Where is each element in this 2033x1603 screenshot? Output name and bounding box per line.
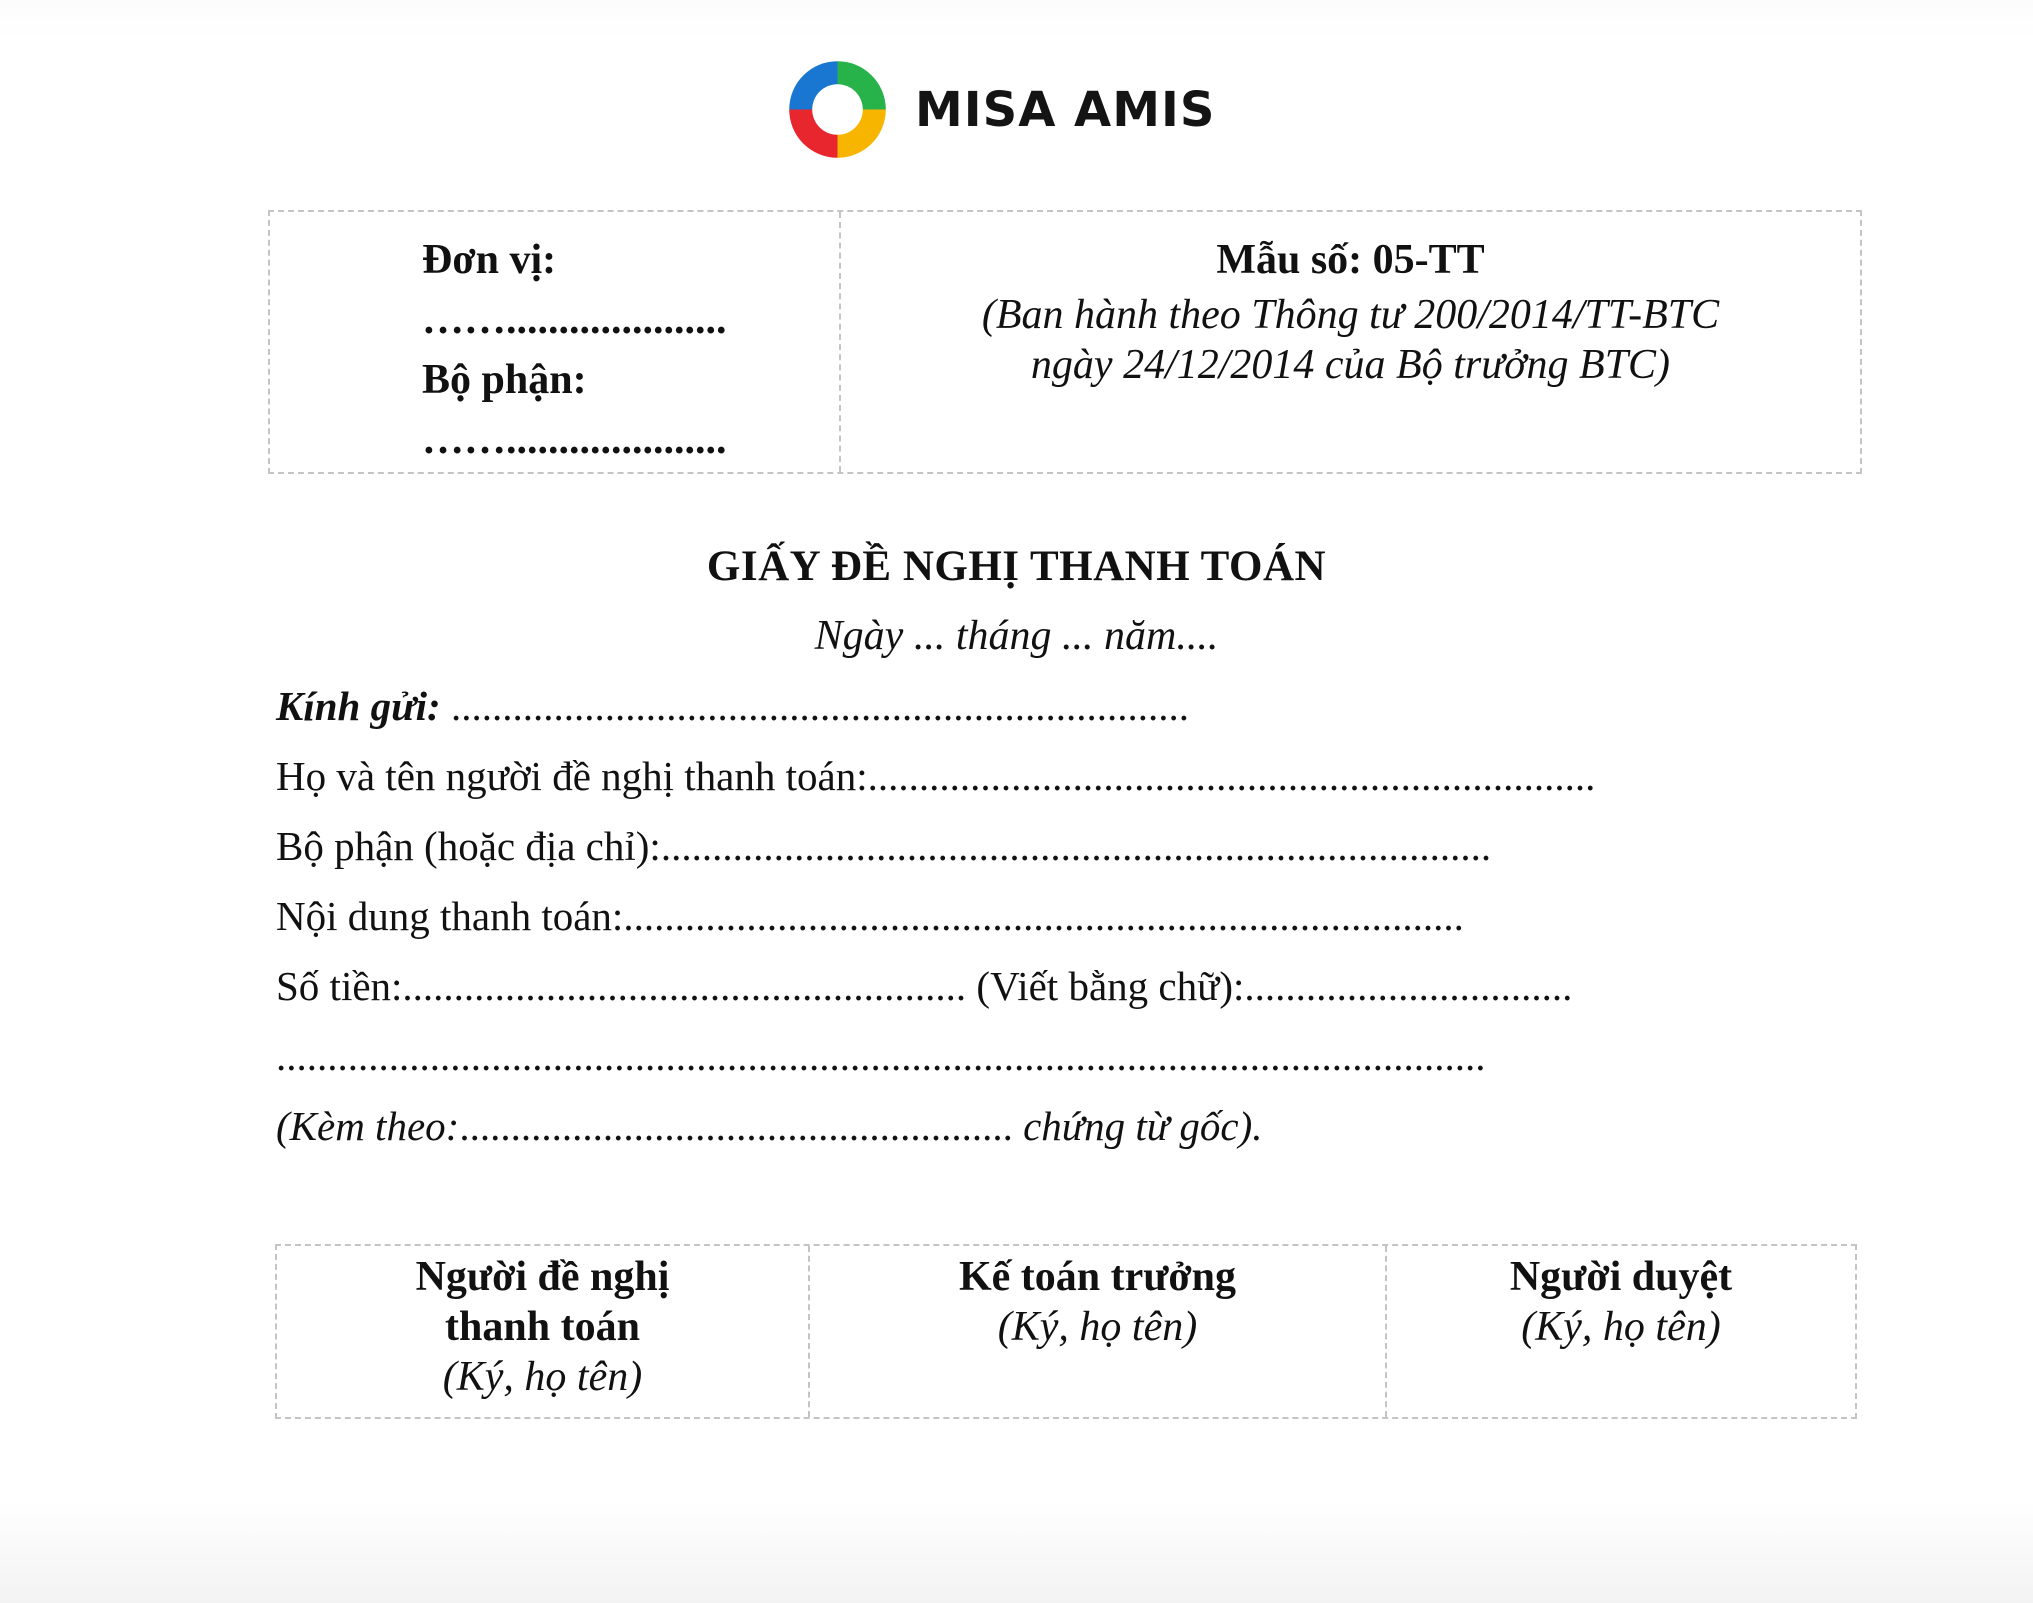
signature-hint: (Ký, họ tên) [442, 1354, 643, 1400]
document-title: GIẤY ĐỀ NGHỊ THANH TOÁN [706, 543, 1327, 590]
signature-table [275, 1244, 1857, 1419]
signature-role: Kế toán trưởng [958, 1254, 1237, 1300]
recipient-label: Kính gửi: [276, 683, 441, 729]
signature-approver [1385, 1246, 1855, 1417]
attached-dots: ...................................................... [459, 1103, 1013, 1149]
recipient-dots: ........................................................................ [440, 683, 1189, 729]
unit-label: Đơn vị: [422, 237, 557, 283]
issued-line-2: ngày 24/12/2014 của Bộ trưởng BTC) [1030, 342, 1671, 388]
signature-requester [277, 1246, 808, 1417]
department-dots: ……..................... [422, 417, 727, 463]
requester-line: Họ và tên người đề nghị thanh toán:....................................................................... [276, 753, 1596, 799]
department-label: Bộ phận: [422, 357, 587, 403]
form-reference [841, 230, 1860, 390]
misa-swirl-icon [780, 52, 895, 167]
signature-hint: (Ký, họ tên) [1521, 1304, 1721, 1350]
signature-role: Người đề nghị [415, 1254, 670, 1300]
signature-hint: (Ký, họ tên) [997, 1304, 1198, 1350]
content-line: Nội dung thanh toán:.................................................................................. [276, 893, 1464, 939]
signature-role-cont: thanh toán [445, 1304, 640, 1350]
department-line: Bộ phận (hoặc địa chỉ):................................................................................. [276, 823, 1492, 869]
logo-text: MISA AMIS [915, 81, 1216, 138]
recipient-line [276, 682, 1189, 730]
unit-dots: ……..................... [422, 297, 727, 343]
amount-line: Số tiền:....................................................... (Viết bằng chữ):................................ [276, 963, 1573, 1009]
issued-line-1: (Ban hành theo Thông tư 200/2014/TT-BTC [981, 292, 1720, 338]
signature-chief-accountant [808, 1246, 1385, 1417]
unit-info [422, 230, 727, 470]
amount-continuation-line: ...................................................................................................................... [276, 1033, 1486, 1079]
form-number: Mẫu số: 05-TT [1216, 237, 1485, 283]
attached-suffix: chứng từ gốc). [1012, 1103, 1263, 1149]
misa-amis-logo [780, 52, 1215, 167]
date-line: Ngày ... tháng ... năm.... [814, 613, 1219, 659]
signature-role: Người duyệt [1509, 1254, 1733, 1300]
attached-line [276, 1102, 1262, 1150]
attached-label: (Kèm theo: [276, 1103, 460, 1149]
form-header-table [268, 210, 1862, 474]
